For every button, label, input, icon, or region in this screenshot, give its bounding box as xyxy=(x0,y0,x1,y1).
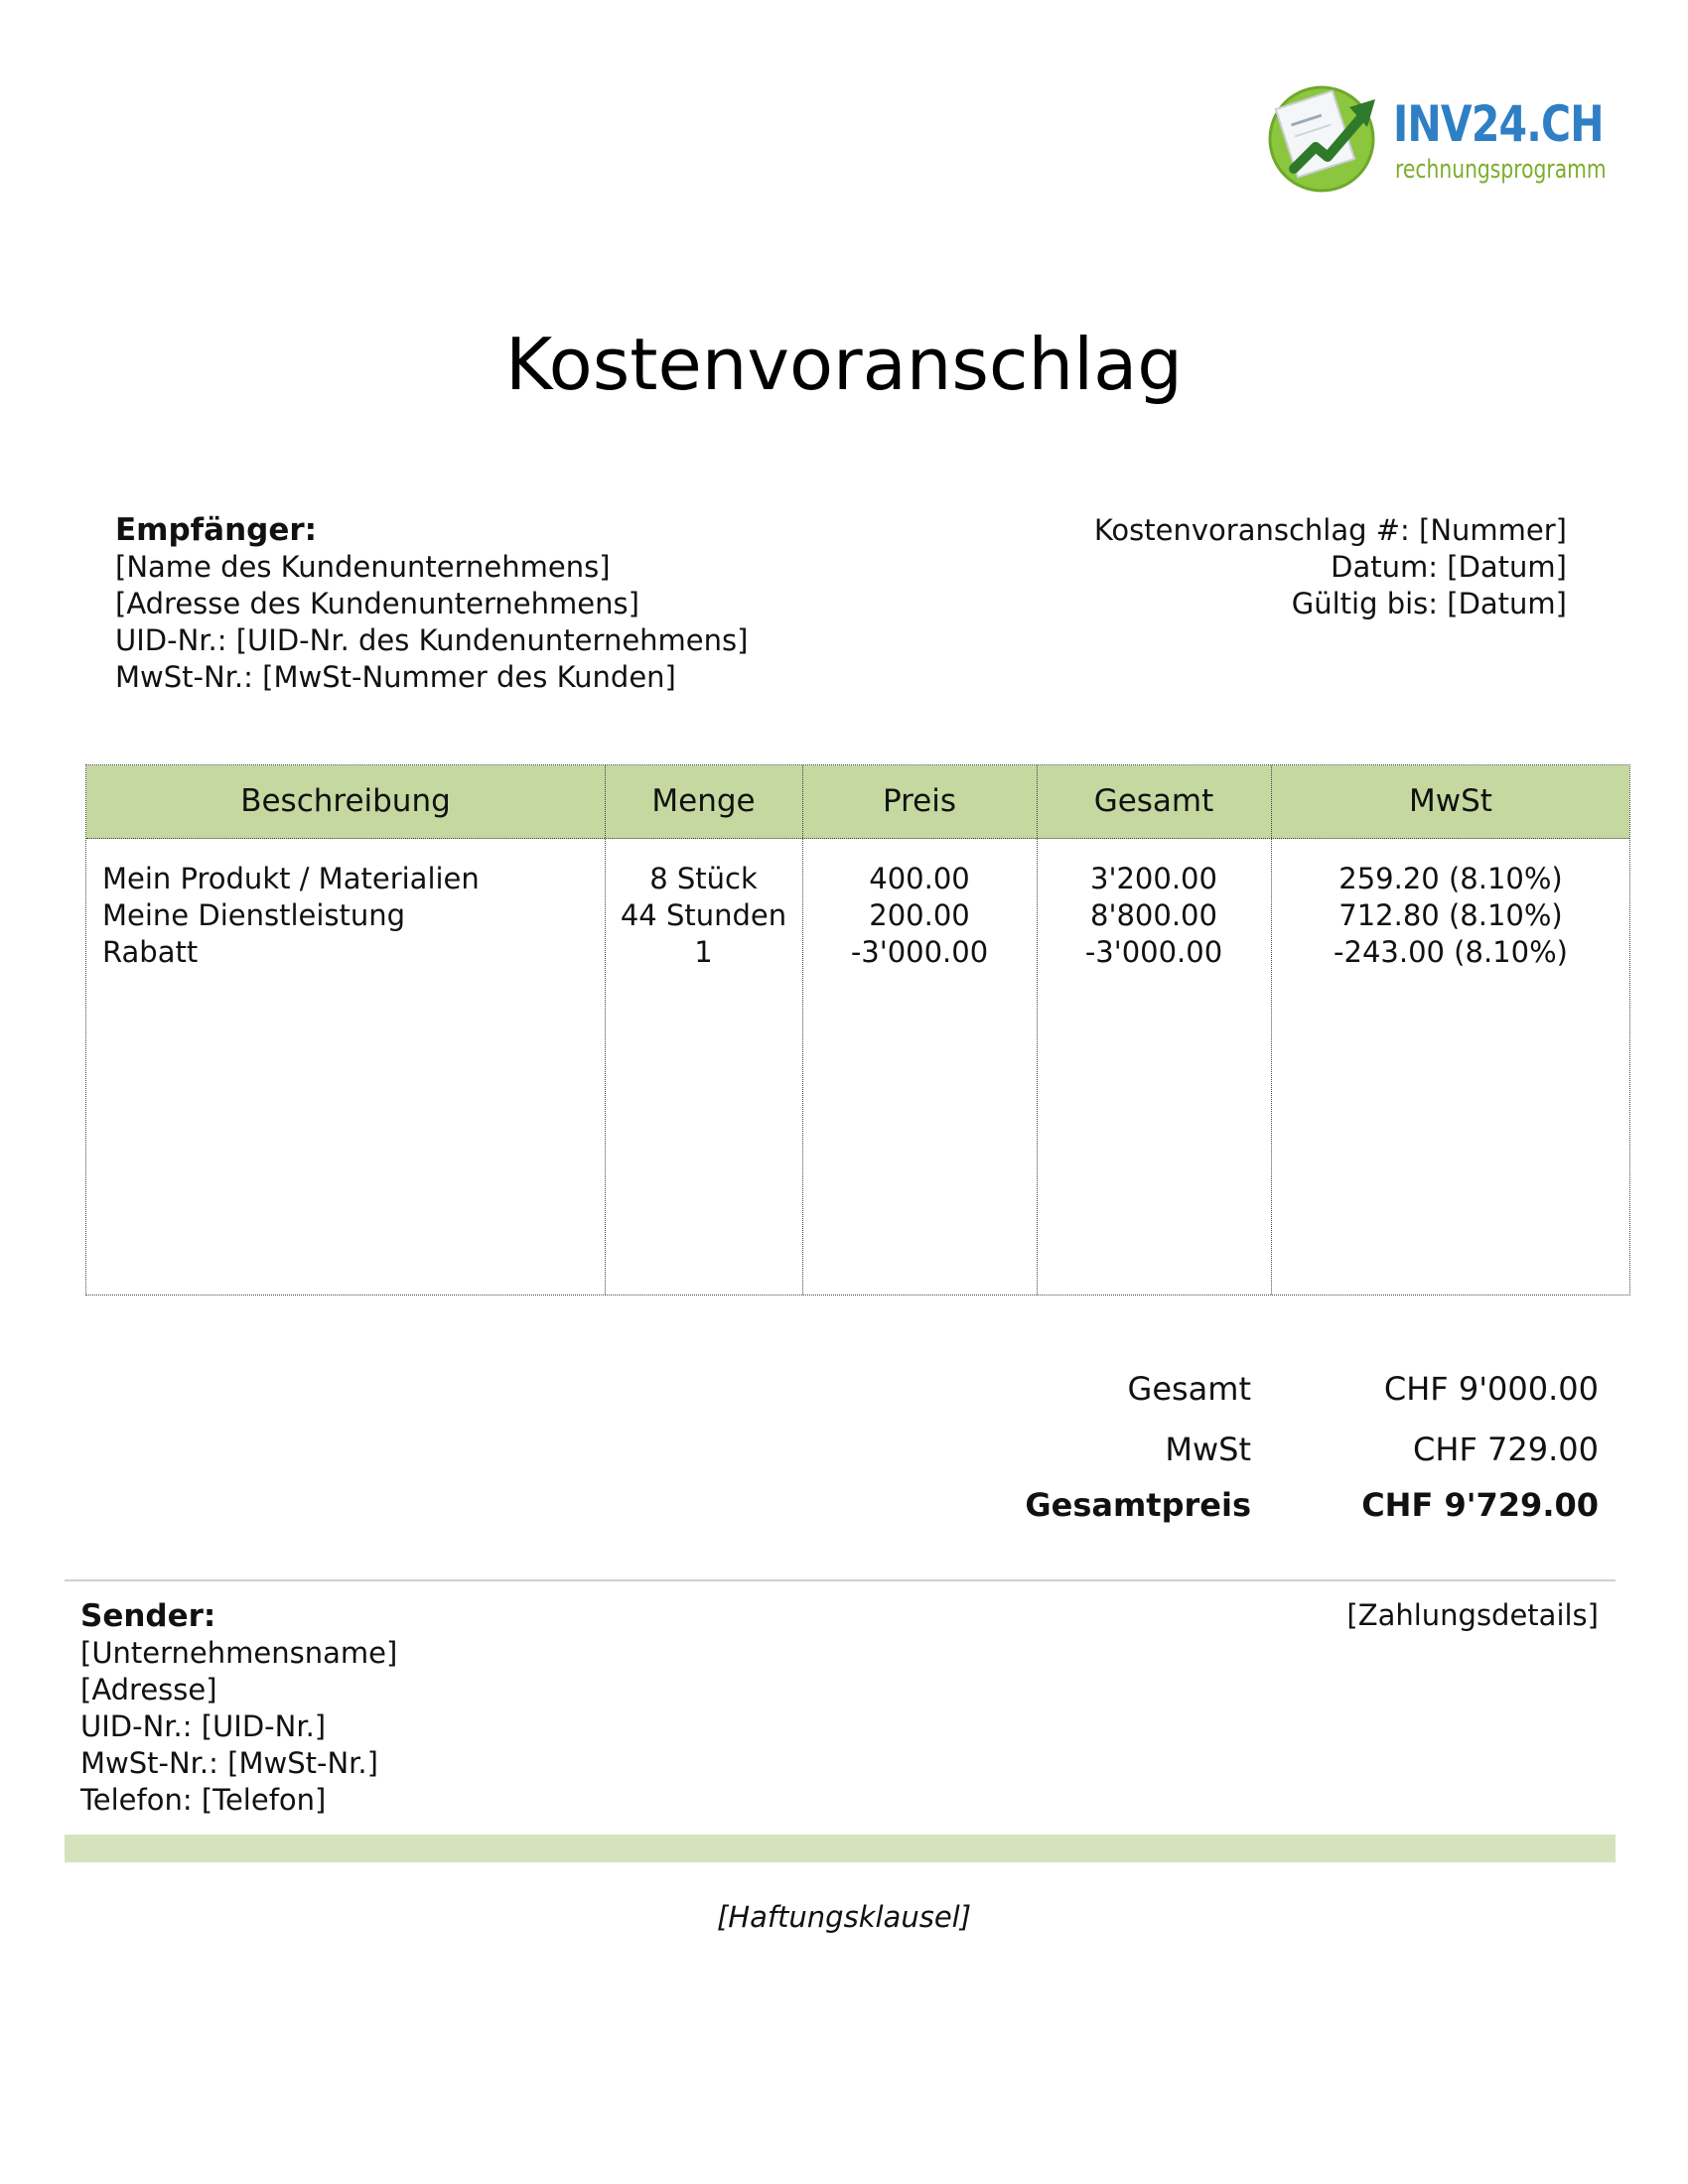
table-cell: 8 Stück xyxy=(649,862,758,895)
recipient-heading: Empfänger: xyxy=(115,512,318,548)
column-divider xyxy=(605,765,606,1295)
table-cell: 8'800.00 xyxy=(1090,898,1217,932)
column-divider xyxy=(1271,765,1272,1295)
table-cell: 3'200.00 xyxy=(1090,862,1217,895)
payment-details: [Zahlungsdetails] xyxy=(1346,1598,1599,1632)
header-total: Gesamt xyxy=(1093,783,1214,819)
table-cell: Meine Dienstleistung xyxy=(102,898,406,932)
table-cell: 400.00 xyxy=(869,862,970,895)
quote-date: Datum: [Datum] xyxy=(1331,550,1567,584)
recipient-address: [Adresse des Kundenunternehmens] xyxy=(115,587,639,620)
total-column xyxy=(1037,861,1271,971)
recipient-uid: UID-Nr.: [UID-Nr. des Kundenunternehmens] xyxy=(115,623,749,657)
quote-meta-block xyxy=(1094,512,1567,622)
description-column xyxy=(102,861,599,971)
vat-label: MwSt xyxy=(1165,1431,1251,1468)
recipient-company-name: [Name des Kundenunternehmens] xyxy=(115,550,611,584)
quote-valid-until: Gültig bis: [Datum] xyxy=(1291,587,1567,620)
header-description: Beschreibung xyxy=(240,783,451,819)
vat-column xyxy=(1271,861,1630,971)
header-price: Preis xyxy=(882,783,957,819)
logo-wordmark: INV24.CH xyxy=(1393,95,1604,153)
sender-phone: Telefon: [Telefon] xyxy=(80,1783,327,1817)
subtotal-value: CHF 9'000.00 xyxy=(1383,1370,1599,1408)
divider-line xyxy=(65,1579,1616,1581)
line-items-table xyxy=(85,764,1630,1296)
table-cell: 200.00 xyxy=(869,898,970,932)
grand-total-label: Gesamtpreis xyxy=(1025,1486,1251,1524)
sender-uid: UID-Nr.: [UID-Nr.] xyxy=(80,1709,327,1743)
company-logo xyxy=(1266,77,1607,197)
footer-band xyxy=(65,1835,1616,1862)
sender-vat-number: MwSt-Nr.: [MwSt-Nr.] xyxy=(80,1746,378,1780)
price-column xyxy=(802,861,1037,971)
column-divider xyxy=(802,765,803,1295)
sender-company-name: [Unternehmensname] xyxy=(80,1636,398,1670)
table-cell: Mein Produkt / Materialien xyxy=(102,862,480,895)
table-cell: -3'000.00 xyxy=(1084,935,1223,969)
sender-block xyxy=(80,1598,397,1819)
table-cell: 712.80 (8.10%) xyxy=(1338,898,1563,932)
document-title: Kostenvoranschlag xyxy=(505,323,1183,406)
logo-tagline: rechnungsprogramm xyxy=(1395,155,1607,185)
header-vat: MwSt xyxy=(1409,783,1492,819)
table-cell: 1 xyxy=(694,935,713,969)
logo-chart-icon xyxy=(1266,77,1383,195)
vat-value: CHF 729.00 xyxy=(1413,1431,1599,1468)
table-cell: 259.20 (8.10%) xyxy=(1338,862,1563,895)
table-cell: -243.00 (8.10%) xyxy=(1334,935,1568,969)
table-cell: -3'000.00 xyxy=(850,935,989,969)
subtotal-label: Gesamt xyxy=(1127,1370,1251,1408)
recipient-vat-number: MwSt-Nr.: [MwSt-Nummer des Kunden] xyxy=(115,660,676,694)
quote-number: Kostenvoranschlag #: [Nummer] xyxy=(1093,513,1567,547)
table-cell: 44 Stunden xyxy=(620,898,787,932)
recipient-block xyxy=(115,512,748,696)
grand-total-value: CHF 9'729.00 xyxy=(1361,1486,1599,1524)
quantity-column xyxy=(605,861,802,971)
sender-address: [Adresse] xyxy=(80,1673,217,1706)
table-cell: Rabatt xyxy=(102,935,199,969)
header-quantity: Menge xyxy=(651,783,756,819)
column-divider xyxy=(1037,765,1038,1295)
sender-heading: Sender: xyxy=(80,1598,216,1634)
liability-clause: [Haftungsklausel] xyxy=(716,1900,972,1934)
